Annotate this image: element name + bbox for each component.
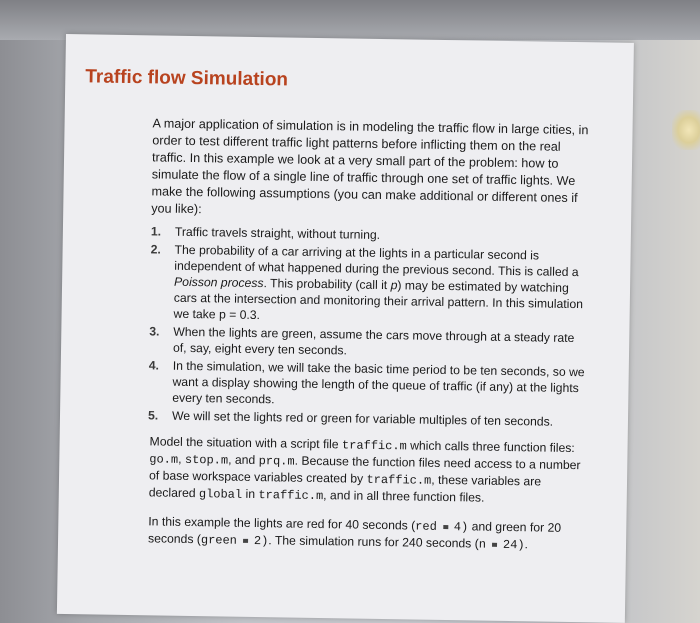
code-green: green (200, 533, 238, 548)
file-name: traffic.m (341, 438, 407, 454)
file-name: stop.m (184, 452, 229, 468)
list-text: Traffic travels straight, without turning. (174, 224, 381, 242)
list-number: 1. (150, 224, 162, 239)
text-run: which calls three function files: (406, 438, 575, 456)
intro-paragraph: A major application of simulation is in modeling the traffic flow in large cities, in order to test different traffic light patterns before inflicting them on the real traffic. In this example we look at a very small part of the problem: how to simulate the flow of a single line of traffic through one set of traffic lights. We make the following assumptions (you can make additional or different ones if you like): (151, 116, 589, 217)
assumptions-list (148, 223, 591, 432)
code-value: 2) (253, 534, 269, 549)
list-item (148, 357, 589, 412)
code-value: 4) (453, 520, 469, 535)
code-value: 24) (502, 537, 525, 553)
text-run: and green for 20 seconds ( (147, 519, 562, 547)
text-run: , these variables are declared (148, 472, 542, 501)
list-item (149, 323, 589, 362)
list-text: . This probability (call it (263, 276, 391, 293)
list-text: In the simulation, we will take the basic time period to be ten seconds, so we want a display showing the length of the queue of traffic (if any) at the lights every ten seconds. (172, 358, 585, 407)
file-name: go.m (149, 452, 179, 467)
section-title: Traffic flow Simulation (85, 66, 289, 91)
poisson-term: Poisson process (174, 274, 264, 291)
code-n: n (478, 537, 487, 552)
model-paragraph (149, 433, 590, 508)
example-paragraph (148, 513, 588, 554)
list-item (149, 241, 590, 328)
variable-p: p (390, 278, 398, 293)
text-run: Model the situation with a script file (149, 434, 343, 452)
text-run: , and (228, 452, 259, 468)
text-run: , and in all three function files. (323, 488, 485, 505)
list-number: 4. (148, 358, 160, 373)
file-name: traffic.m (258, 488, 324, 504)
list-number: 3. (149, 324, 160, 339)
text-run: in (242, 486, 259, 502)
file-name: traffic.m (366, 472, 432, 488)
list-text: The probability of a car arriving at the lights in a particular second is independent of what happened during the previous second. This is called a (174, 242, 579, 280)
file-name: prq.m (258, 454, 295, 469)
text-run: . Because the function files need access to a number of base workspace variables created by (148, 453, 581, 486)
list-number: 2. (150, 242, 161, 257)
keyword: global (198, 487, 243, 502)
probability-value: p = 0.3. (218, 307, 261, 323)
text-run: , (178, 451, 186, 466)
text-run: . The simulation runs for 240 seconds ( (268, 533, 479, 551)
text-run: In this example the lights are red for 40 seconds ( (148, 514, 416, 533)
list-number: 5. (147, 408, 159, 423)
list-text: We will set the lights red or green for variable multiples of ten seconds. (171, 408, 554, 429)
equals-sign (243, 539, 248, 543)
list-text: ) may be estimated by watching cars at the intersection and monitoring their arrival pattern. In this simulation we take (173, 278, 584, 322)
text-run: . (524, 537, 529, 552)
list-text: When the lights are green, assume the cars move through at a steady rate of, say, eight every ten seconds. (172, 324, 575, 358)
code-red: red (415, 519, 437, 534)
equals-sign (492, 543, 497, 547)
book-page (57, 34, 634, 623)
equals-sign (443, 525, 448, 529)
background-light-glare (672, 110, 700, 150)
